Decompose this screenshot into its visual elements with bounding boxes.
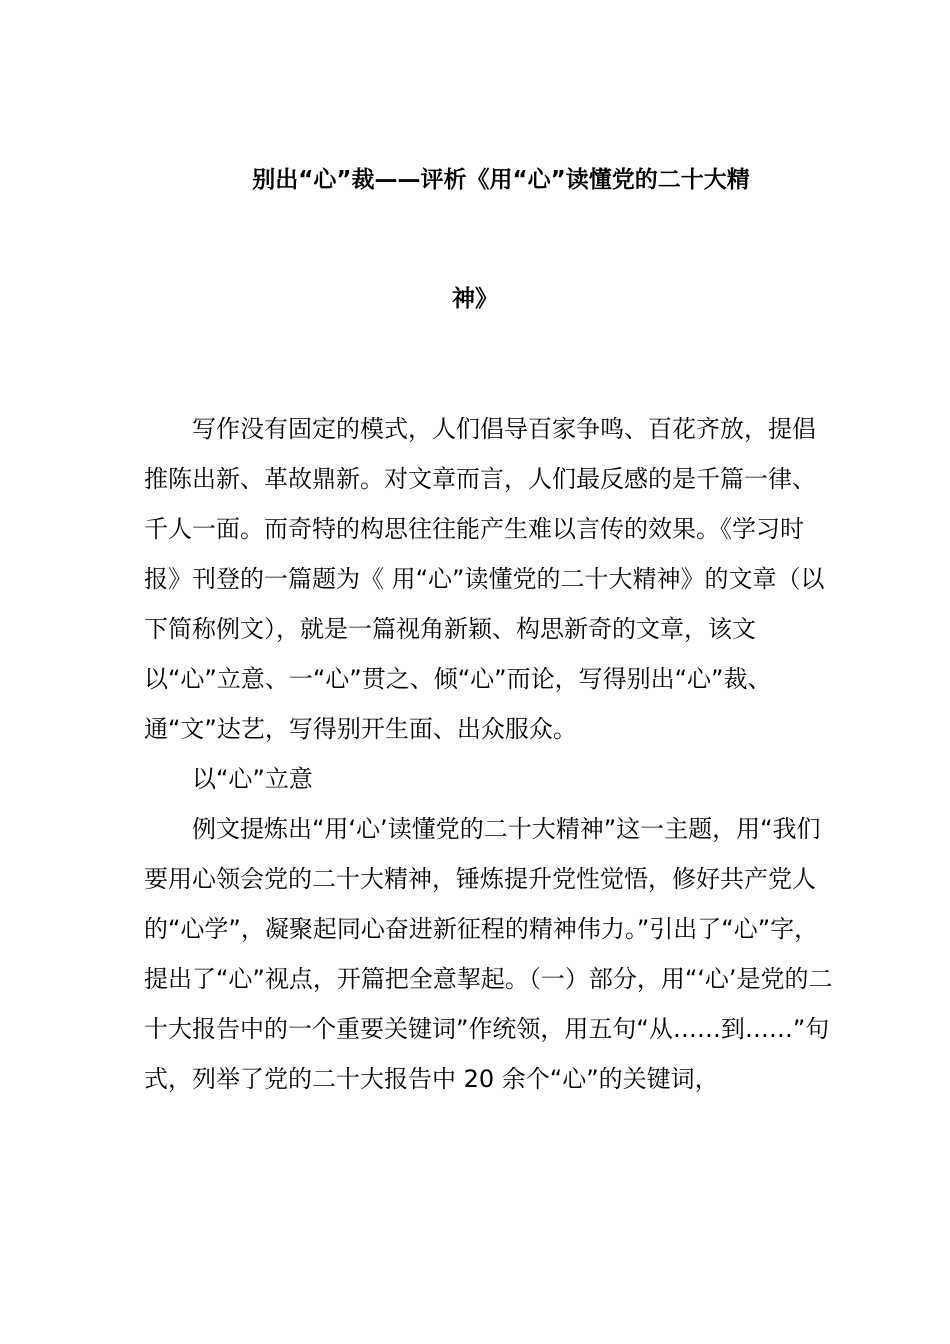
document-title-line-2: 神》	[452, 286, 498, 312]
paragraph-intro: 写作没有固定的模式，人们倡导百家争鸣、百花齐放，提倡推陈出新、革故鼎新。对文章而言，人们最反感的是千篇一律、千人一面。而奇特的构思往往能产生难以言传的效果。《学习时报》刊登的一篇题为《 用“心”读懂党的二十大精神》的文章（以下简称例文），就是一篇视角新颖、构思新奇的文章，该文以“心”立意、一“心”贯之、倾“心”而论，写得别出“心”裁、通“文”达艺，写得别开生面、出众服众。	[144, 415, 825, 743]
document-title-line-1: 别出“心”裁——评析《用“心”读懂党的二十大精	[252, 167, 750, 193]
section-heading: 以“心”立意	[192, 765, 313, 793]
document-body	[144, 404, 834, 1104]
paragraph-section-1: 例文提炼出“用‘心’读懂党的二十大精神”这一主题，用“我们要用心领会党的二十大精神，锤炼提升党性觉悟，修好共产党人的“心学”，凝聚起同心奋进新征程的精神伟力。”引出了“心”字，提出了“心”视点，开篇把全意挈起。（一）部分，用“‘心’是党的二十大报告中的一个重要关键词”作统领，用五句“从……到……”句式，列举了党的二十大报告中 20 余个“心”的关键词，	[144, 815, 833, 1093]
